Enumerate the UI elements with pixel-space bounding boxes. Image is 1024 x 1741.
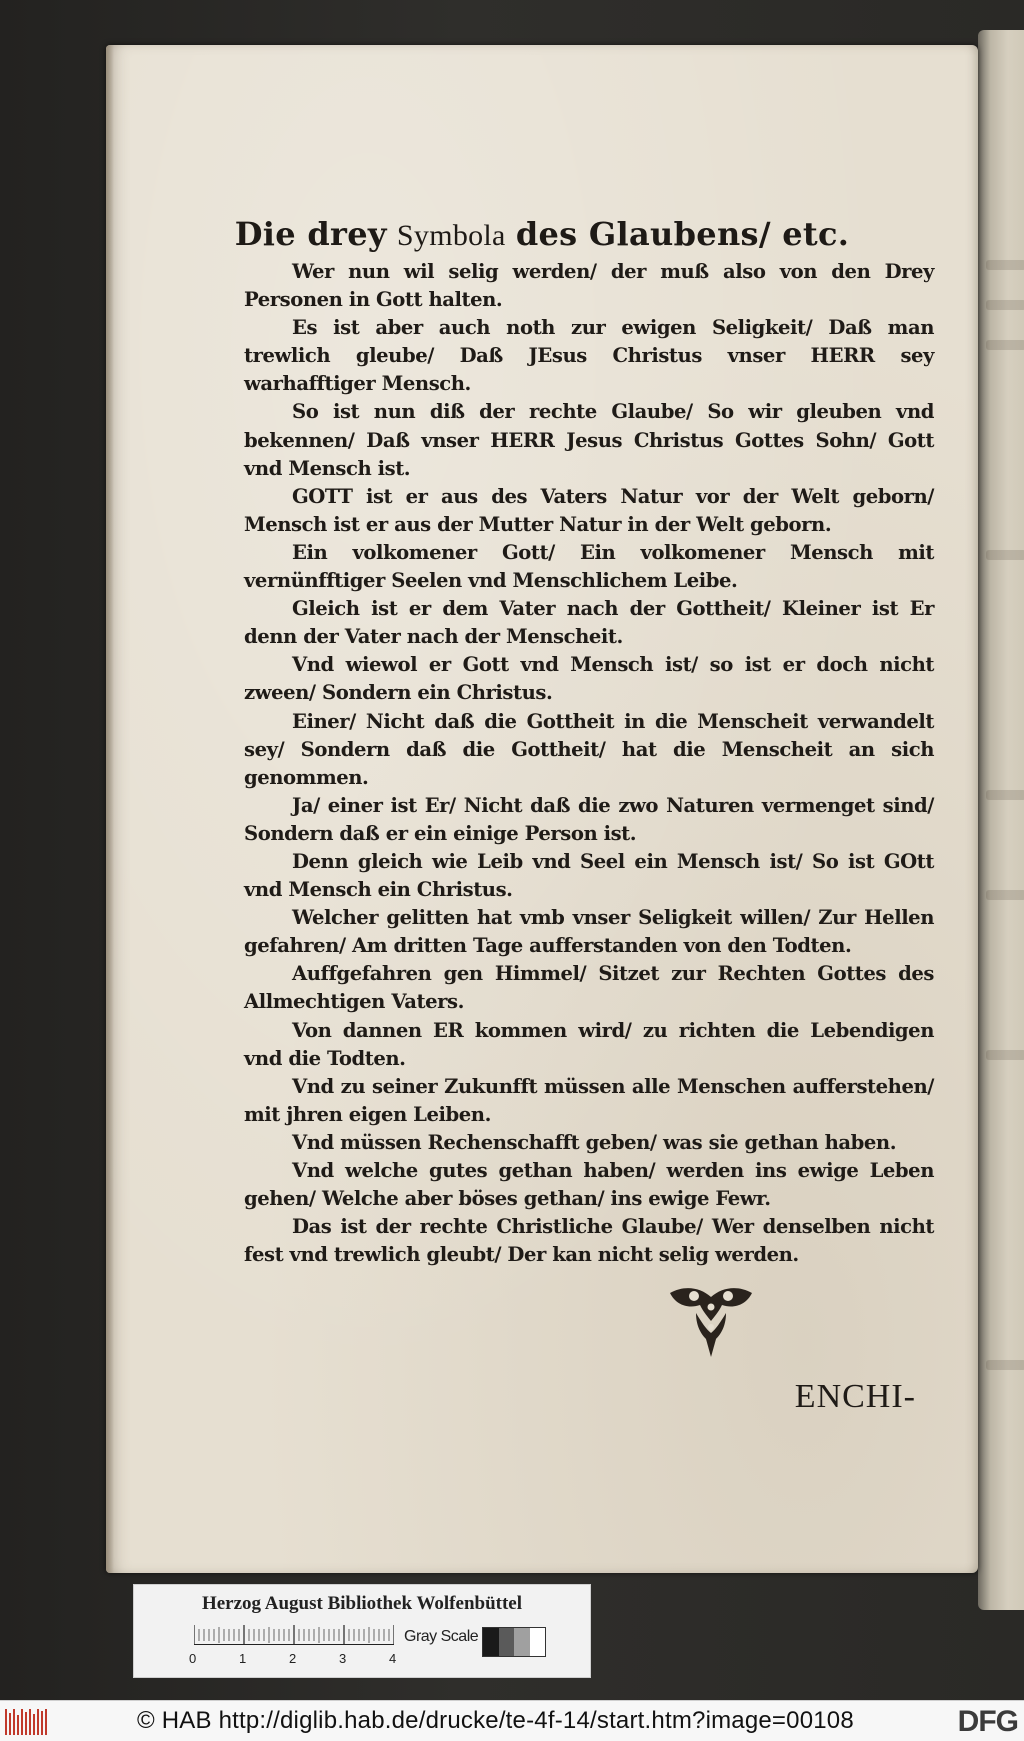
library-name: Herzog August Bibliothek Wolfenbüttel	[201, 1593, 523, 1614]
creed-paragraph: Von dannen ER kommen wird/ zu richten die Lebendigen vnd die Todten.	[244, 1018, 934, 1070]
creed-paragraph: Vnd welche gutes gethan haben/ werden ins ewige Leben gehen/ Welche aber böses gethan/ ins ewige Fewr.	[244, 1159, 934, 1211]
gray-swatch	[499, 1628, 515, 1656]
ruler-scale-icon	[194, 1625, 394, 1645]
heading-fraktur-start: Die drey	[234, 215, 387, 253]
creed-paragraph: Einer/ Nicht daß die Gottheit in die Menscheit verwandelt sey/ Sondern daß die Gottheit/ hat die Menscheit an sich genommen.	[244, 709, 934, 789]
creed-paragraph: Ja/ einer ist Er/ Nicht daß die zwo Naturen vermenget sind/ Sondern daß er ein einige Person ist.	[244, 793, 934, 845]
book-page	[106, 45, 978, 1573]
gray-swatch	[514, 1628, 530, 1656]
creed-paragraph: Wer nun wil selig werden/ der muß also von den Drey Personen in Gott halten.	[244, 260, 934, 312]
creed-paragraph: Vnd wiewol er Gott vnd Mensch ist/ so ist er doch nicht zween/ Sondern ein Christus.	[244, 653, 934, 705]
creed-text	[244, 258, 934, 1269]
dfg-logo: DFG	[957, 1705, 1018, 1738]
creed-paragraph: GOTT ist er aus des Vaters Natur vor der Welt geborn/ Mensch ist er aus der Mutter Natur in der Welt geborn.	[244, 484, 934, 536]
ruler-number: 0	[189, 1651, 197, 1666]
footer-bar	[0, 1700, 1024, 1741]
gray-swatch	[530, 1628, 546, 1656]
creed-paragraph: Es ist aber auch noth zur ewigen Seligkeit/ Daß man trewlich gleube/ Daß JEsus Christus vnser HERR sey warhafftiger Mensch.	[244, 316, 934, 396]
creed-paragraph: Denn gleich wie Leib vnd Seel ein Mensch ist/ So ist GOtt vnd Mensch ein Christus.	[244, 849, 934, 902]
ruler-number: 2	[289, 1651, 297, 1666]
creed-paragraph: So ist nun diß der rechte Glaube/ So wir gleuben vnd bekennen/ Daß vnser HERR Jesus Christus Gottes Sohn/ Gott vnd Mensch ist.	[244, 400, 934, 480]
creed-paragraph: Das ist der rechte Christliche Glaube/ Wer denselben nicht fest vnd trewlich gleubt/ Der kan nicht selig werden.	[244, 1215, 934, 1267]
catchword: ENCHI-	[794, 1378, 916, 1415]
gray-swatch	[483, 1628, 499, 1656]
creed-paragraph: Vnd müssen Rechenschafft geben/ was sie gethan haben.	[292, 1130, 897, 1154]
creed-paragraph: Ein volkomener Gott/ Ein volkomener Mensch mit vernünfftiger Seelen vnd Menschlichem Leibe.	[244, 540, 934, 593]
ruler-number: 3	[339, 1651, 347, 1666]
adjacent-page-edge	[978, 30, 1024, 1610]
ruler-number: 4	[389, 1651, 397, 1666]
creed-paragraph: Welcher gelitten hat vmb vnser Seligkeit willen/ Zur Hellen gefahren/ Am dritten Tage aufferstanden von den Todten.	[244, 906, 934, 958]
heading-antiqua-word: Symbola	[396, 219, 506, 252]
library-scale-label	[133, 1584, 591, 1678]
creed-paragraph: Gleich ist er dem Vater nach der Gottheit/ Kleiner ist Er denn der Vater nach der Menscheit.	[244, 597, 934, 649]
gray-scale-swatches	[482, 1627, 546, 1657]
page-heading	[106, 215, 978, 253]
creed-paragraph: Vnd zu seiner Zukunfft müssen alle Menschen aufferstehen/ mit jhren eigen Leiben.	[244, 1074, 934, 1126]
printer-ornament-icon	[666, 1283, 756, 1359]
gray-scale-label: Gray Scale	[404, 1628, 479, 1645]
citation-link[interactable]: © HAB http://diglib.hab.de/drucke/te-4f-14/start.htm?image=00108	[137, 1707, 854, 1734]
creed-paragraph: Auffgefahren gen Himmel/ Sitzet zur Rechten Gottes des Allmechtigen Vaters.	[244, 962, 934, 1014]
barcode-logo-icon	[4, 1709, 48, 1735]
ruler-number: 1	[239, 1651, 247, 1666]
heading-fraktur-end: des Glaubens/ etc.	[515, 215, 850, 253]
